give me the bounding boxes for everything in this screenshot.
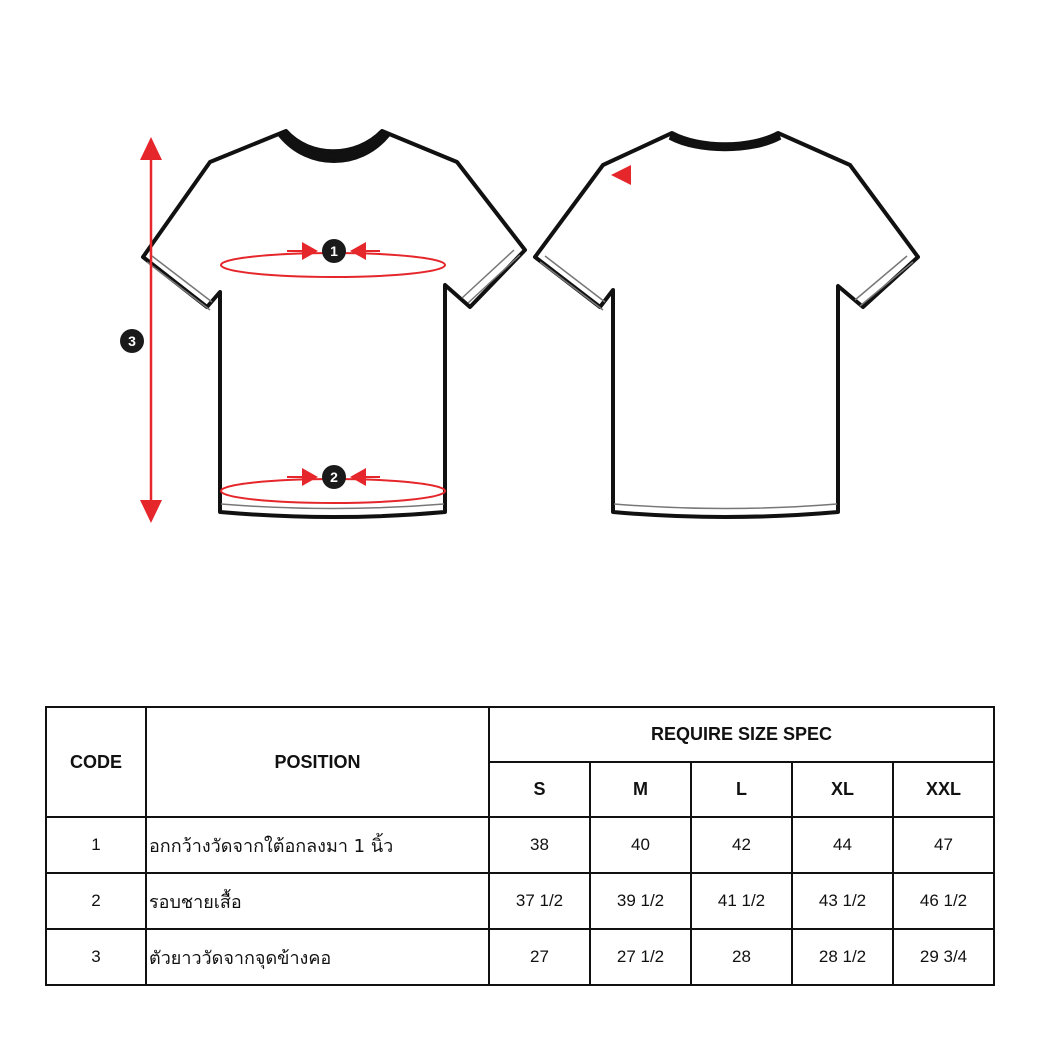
row-code: 3 xyxy=(46,929,146,985)
front-tshirt xyxy=(143,131,525,517)
table-header-row xyxy=(46,707,994,762)
row-value-l: 28 xyxy=(691,929,792,985)
row-value-m: 39 1/2 xyxy=(590,873,691,929)
position-header: POSITION xyxy=(146,707,489,817)
row-value-s: 27 xyxy=(489,929,590,985)
size-header-xxl: XXL xyxy=(893,762,994,817)
row-value-l: 42 xyxy=(691,817,792,873)
table-row xyxy=(46,873,994,929)
row-position: อกกว้างวัดจากใต้อกลงมา 1 นิ้ว xyxy=(146,817,489,873)
code-header: CODE xyxy=(46,707,146,817)
size-header-m: M xyxy=(590,762,691,817)
row-position: รอบชายเสื้อ xyxy=(146,873,489,929)
row-value-xxl: 46 1/2 xyxy=(893,873,994,929)
table-row xyxy=(46,929,994,985)
length-arrow-top xyxy=(140,137,162,160)
marker-2-label: 2 xyxy=(330,469,338,485)
back-tshirt-outline xyxy=(535,133,918,517)
row-value-s: 38 xyxy=(489,817,590,873)
row-code: 2 xyxy=(46,873,146,929)
table-row xyxy=(46,817,994,873)
row-code: 1 xyxy=(46,817,146,873)
size-header-l: L xyxy=(691,762,792,817)
row-value-l: 41 1/2 xyxy=(691,873,792,929)
marker-3-label: 3 xyxy=(128,333,136,349)
row-value-xl: 28 1/2 xyxy=(792,929,893,985)
row-value-s: 37 1/2 xyxy=(489,873,590,929)
row-value-xxl: 47 xyxy=(893,817,994,873)
size-spec-header: REQUIRE SIZE SPEC xyxy=(489,707,994,762)
marker-1-label: 1 xyxy=(330,243,338,259)
size-header-s: S xyxy=(489,762,590,817)
length-measurement xyxy=(120,137,162,523)
row-value-m: 27 1/2 xyxy=(590,929,691,985)
row-value-m: 40 xyxy=(590,817,691,873)
row-value-xxl: 29 3/4 xyxy=(893,929,994,985)
back-tshirt xyxy=(535,133,918,517)
row-position: ตัวยาววัดจากจุดข้างคอ xyxy=(146,929,489,985)
length-arrow-bottom xyxy=(140,500,162,523)
row-value-xl: 43 1/2 xyxy=(792,873,893,929)
row-value-xl: 44 xyxy=(792,817,893,873)
size-header-xl: XL xyxy=(792,762,893,817)
size-spec-table xyxy=(45,706,995,986)
front-tshirt-outline xyxy=(143,131,525,517)
